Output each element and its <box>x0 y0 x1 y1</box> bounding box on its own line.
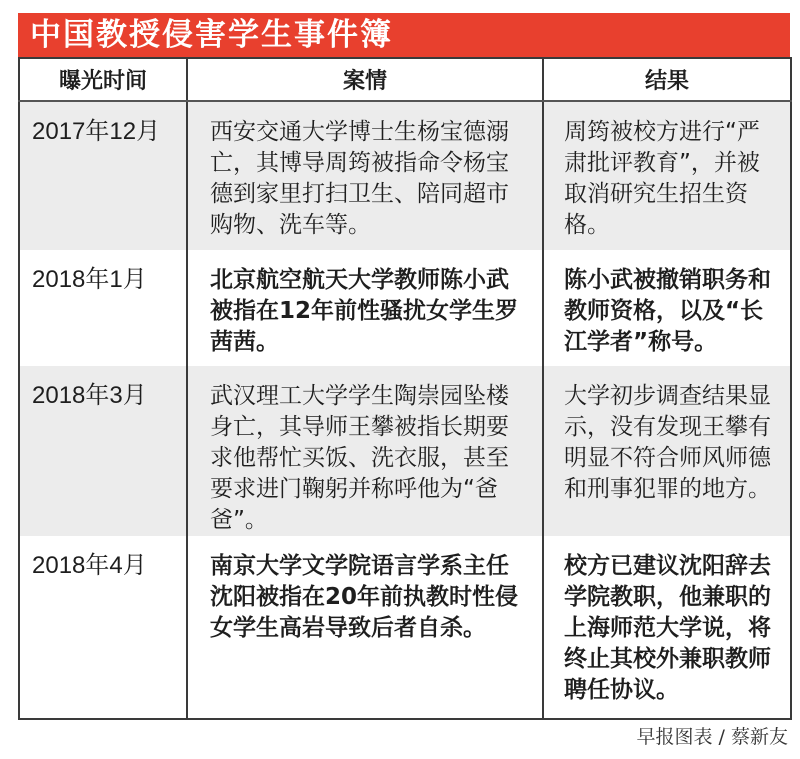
cell-result: 周筠被校方进行“严肃批评教育”，并被取消研究生招生资格。 <box>543 101 791 250</box>
cell-result: 大学初步调查结果显示，没有发现王攀有明显不符合师风师德和刑事犯罪的地方。 <box>543 366 791 536</box>
infographic <box>18 13 790 720</box>
cell-date: 2018年1月 <box>19 250 187 366</box>
cell-date: 2018年3月 <box>19 366 187 536</box>
cell-date: 2017年12月 <box>19 101 187 250</box>
cell-date: 2018年4月 <box>19 536 187 719</box>
table-row <box>19 101 791 250</box>
table-row <box>19 250 791 366</box>
table-row <box>19 366 791 536</box>
cell-result: 陈小武被撤销职务和教师资格，以及“长江学者”称号。 <box>543 250 791 366</box>
table-row <box>19 536 791 719</box>
column-header-date: 曝光时间 <box>19 58 187 101</box>
column-header-result: 结果 <box>543 58 791 101</box>
cell-result: 校方已建议沈阳辞去学院教职，他兼职的上海师范大学说，将终止其校外兼职教师聘任协议。 <box>543 536 791 719</box>
infographic-title: 中国教授侵害学生事件簿 <box>18 13 790 57</box>
cell-case: 南京大学文学院语言学系主任沈阳被指在20年前执教时性侵女学生高岩导致后者自杀。 <box>187 536 543 719</box>
graphic-credit: 早报图表 / 蔡新友 <box>636 726 788 748</box>
table-header-row <box>19 58 791 101</box>
cell-case: 西安交通大学博士生杨宝德溺亡，其博导周筠被指命令杨宝德到家里打扫卫生、陪同超市购物、洗车等。 <box>187 101 543 250</box>
cases-table <box>18 57 792 720</box>
cell-case: 武汉理工大学学生陶崇园坠楼身亡，其导师王攀被指长期要求他帮忙买饭、洗衣服，甚至要求进门鞠躬并称呼他为“爸爸”。 <box>187 366 543 536</box>
column-header-case: 案情 <box>187 58 543 101</box>
cell-case: 北京航空航天大学教师陈小武被指在12年前性骚扰女学生罗茜茜。 <box>187 250 543 366</box>
